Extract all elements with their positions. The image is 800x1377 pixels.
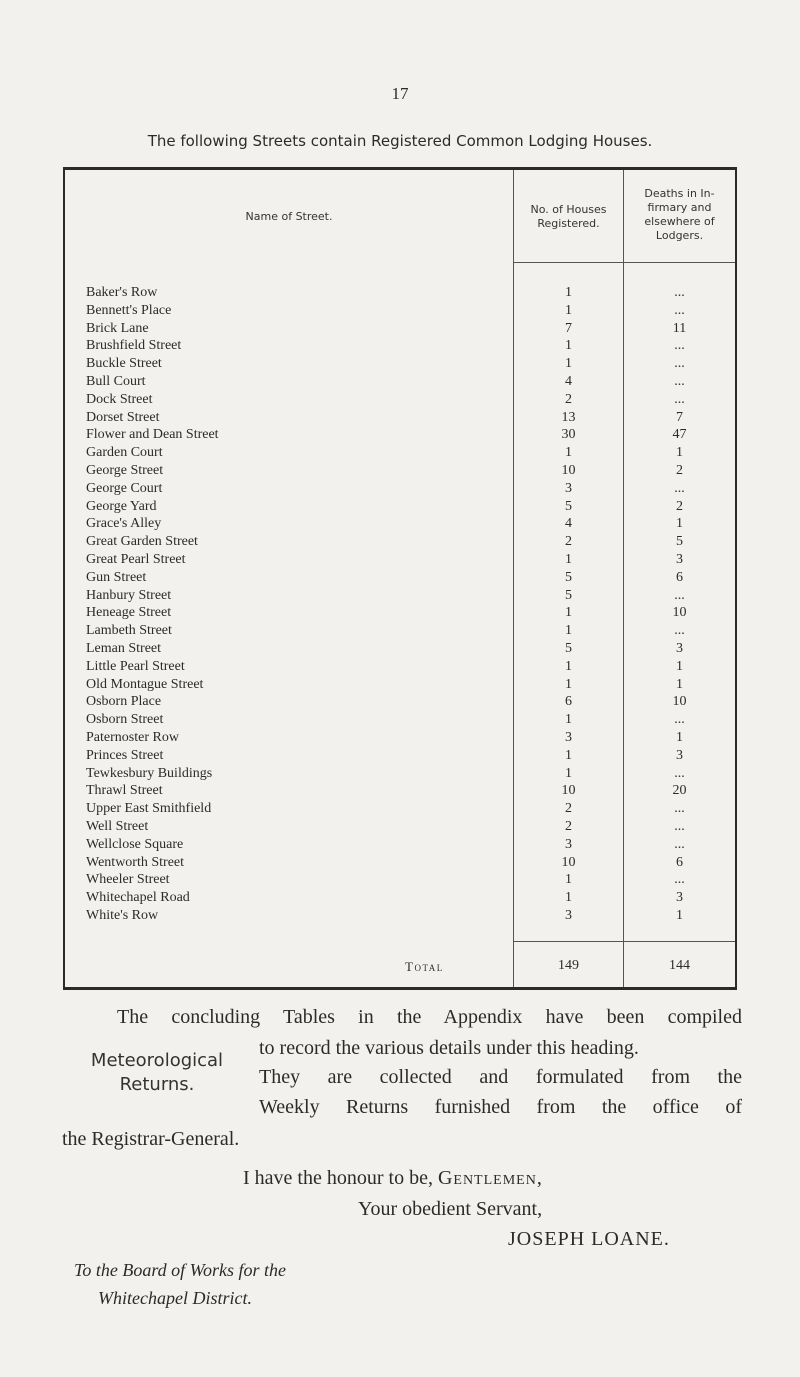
table-row bbox=[65, 302, 735, 320]
deaths-count: 1 bbox=[676, 658, 683, 674]
deaths-count: 10 bbox=[672, 605, 687, 621]
deaths-count: ... bbox=[674, 801, 685, 817]
houses-registered: 6 bbox=[565, 694, 572, 710]
houses-registered: 3 bbox=[565, 907, 572, 923]
street-name: George Yard bbox=[86, 498, 157, 514]
houses-registered: 1 bbox=[565, 623, 572, 639]
table-row bbox=[65, 533, 735, 551]
header-rule bbox=[513, 262, 735, 263]
table-row bbox=[65, 391, 735, 409]
deaths-count: ... bbox=[674, 480, 685, 496]
paragraph-line-3: They are collected and formulated from the bbox=[259, 1066, 742, 1088]
lodging-houses-table bbox=[63, 167, 737, 990]
street-name: White's Row bbox=[86, 907, 159, 923]
table-row bbox=[65, 782, 735, 800]
table-row bbox=[65, 693, 735, 711]
page-number: 17 bbox=[391, 84, 409, 103]
deaths-count: ... bbox=[674, 285, 685, 300]
street-name: Whitechapel Road bbox=[86, 890, 190, 906]
houses-registered: 2 bbox=[565, 818, 572, 834]
deaths-count: 1 bbox=[676, 729, 683, 745]
street-name: Bennett's Place bbox=[86, 302, 172, 318]
houses-registered: 2 bbox=[565, 801, 572, 817]
street-name: Baker's Row bbox=[86, 285, 158, 300]
table-row bbox=[65, 622, 735, 640]
table-row bbox=[65, 498, 735, 516]
street-name: Osborn Place bbox=[86, 694, 162, 710]
houses-registered: 1 bbox=[565, 890, 572, 906]
table-row bbox=[65, 426, 735, 444]
heading-line-2: Returns. bbox=[119, 1074, 195, 1095]
table-row bbox=[65, 854, 735, 872]
table-row bbox=[65, 320, 735, 338]
table-row bbox=[65, 765, 735, 783]
houses-registered: 5 bbox=[565, 587, 572, 603]
table-row bbox=[65, 355, 735, 373]
houses-registered: 1 bbox=[565, 747, 572, 763]
deaths-count: 6 bbox=[676, 569, 683, 585]
deaths-count: ... bbox=[674, 623, 685, 639]
street-name: Osborn Street bbox=[86, 712, 164, 728]
houses-registered: 30 bbox=[561, 427, 576, 443]
street-name: Great Pearl Street bbox=[86, 551, 186, 567]
street-name: Old Montague Street bbox=[86, 676, 204, 692]
street-name: Grace's Alley bbox=[86, 516, 162, 532]
deaths-count: 1 bbox=[676, 516, 683, 532]
table-row bbox=[65, 640, 735, 658]
street-name: Wheeler Street bbox=[86, 872, 170, 888]
deaths-count: 2 bbox=[676, 462, 683, 478]
deaths-count: ... bbox=[674, 712, 685, 728]
houses-registered: 4 bbox=[565, 516, 572, 532]
street-name: Flower and Dean Street bbox=[86, 427, 219, 443]
table-row bbox=[65, 373, 735, 391]
houses-registered: 1 bbox=[565, 605, 572, 621]
deaths-count: ... bbox=[674, 872, 685, 888]
meteorological-returns-heading bbox=[62, 1049, 252, 1097]
deaths-count: 47 bbox=[672, 427, 687, 443]
street-name: Wellclose Square bbox=[86, 836, 184, 852]
street-name: George Street bbox=[86, 462, 164, 478]
street-name: Hanbury Street bbox=[86, 587, 172, 603]
table-row bbox=[65, 800, 735, 818]
table-row bbox=[65, 515, 735, 533]
table-row bbox=[65, 551, 735, 569]
houses-registered: 1 bbox=[565, 302, 572, 318]
street-name: Brick Lane bbox=[86, 320, 149, 336]
houses-registered: 1 bbox=[565, 338, 572, 354]
table-row bbox=[65, 284, 735, 302]
houses-registered: 1 bbox=[565, 285, 572, 300]
street-name: Leman Street bbox=[86, 640, 162, 656]
table-row bbox=[65, 587, 735, 605]
total-label: Total bbox=[405, 959, 444, 974]
paragraph-line-2: to record the various details under this heading. bbox=[259, 1037, 639, 1059]
street-name: Thrawl Street bbox=[86, 783, 163, 799]
houses-registered: 5 bbox=[565, 498, 572, 514]
houses-registered: 3 bbox=[565, 729, 572, 745]
heading-line-1: Meteorological bbox=[90, 1050, 224, 1071]
houses-registered: 1 bbox=[565, 676, 572, 692]
deaths-count: 6 bbox=[676, 854, 683, 870]
street-name: Lambeth Street bbox=[86, 623, 172, 639]
header-street-name: Name of Street. bbox=[245, 210, 333, 223]
street-name: Garden Court bbox=[86, 445, 163, 461]
deaths-count: 11 bbox=[672, 320, 687, 336]
intro-text: The following Streets contain Registered Common Lodging Houses. bbox=[147, 132, 653, 150]
table-row bbox=[65, 907, 735, 925]
deaths-count: ... bbox=[674, 836, 685, 852]
table-row bbox=[65, 836, 735, 854]
table-row bbox=[65, 604, 735, 622]
address-block bbox=[74, 1256, 286, 1312]
street-name: Well Street bbox=[86, 818, 149, 834]
houses-registered: 1 bbox=[565, 712, 572, 728]
street-name: Dorset Street bbox=[86, 409, 160, 425]
deaths-count: 1 bbox=[676, 676, 683, 692]
houses-registered: 1 bbox=[565, 551, 572, 567]
deaths-count: 3 bbox=[676, 747, 683, 763]
table-row bbox=[65, 409, 735, 427]
table-row bbox=[65, 711, 735, 729]
table-row bbox=[65, 337, 735, 355]
closing-line bbox=[243, 1167, 543, 1190]
deaths-count: ... bbox=[674, 302, 685, 318]
deaths-count: ... bbox=[674, 338, 685, 354]
table-row bbox=[65, 676, 735, 694]
table-row bbox=[65, 480, 735, 498]
table-row bbox=[65, 462, 735, 480]
deaths-count: 7 bbox=[676, 409, 683, 425]
deaths-count: 1 bbox=[676, 445, 683, 461]
street-name: Upper East Smithfield bbox=[86, 801, 212, 817]
deaths-count: ... bbox=[674, 587, 685, 603]
street-name: Tewkesbury Buildings bbox=[86, 765, 213, 781]
houses-registered: 1 bbox=[565, 445, 572, 461]
deaths-count: 3 bbox=[676, 551, 683, 567]
street-name: Wentworth Street bbox=[86, 854, 185, 870]
houses-registered: 3 bbox=[565, 480, 572, 496]
street-name: Little Pearl Street bbox=[86, 658, 185, 674]
houses-registered: 10 bbox=[561, 462, 576, 478]
deaths-count: 3 bbox=[676, 640, 683, 656]
closing-addressee: Gentlemen, bbox=[437, 1167, 543, 1189]
houses-registered: 13 bbox=[561, 409, 576, 425]
houses-registered: 1 bbox=[565, 356, 572, 372]
houses-registered: 1 bbox=[565, 765, 572, 781]
street-name: Princes Street bbox=[86, 747, 164, 763]
paragraph-line-4: Weekly Returns furnished from the office of bbox=[259, 1096, 742, 1118]
table-row bbox=[65, 889, 735, 907]
paragraph-line-1: The concluding Tables in the Appendix have been compiled bbox=[117, 1006, 742, 1028]
street-name: Heneage Street bbox=[86, 605, 172, 621]
total-deaths: 144 bbox=[669, 958, 690, 973]
table-row bbox=[65, 747, 735, 765]
houses-registered: 5 bbox=[565, 569, 572, 585]
table-row bbox=[65, 818, 735, 836]
deaths-count: ... bbox=[674, 373, 685, 389]
table-row bbox=[65, 569, 735, 587]
street-name: Paternoster Row bbox=[86, 729, 179, 745]
table-row bbox=[65, 871, 735, 889]
closing-prefix: I have the honour to be, bbox=[243, 1167, 433, 1189]
table-row bbox=[65, 658, 735, 676]
houses-registered: 10 bbox=[561, 854, 576, 870]
deaths-count: 3 bbox=[676, 890, 683, 906]
total-rule bbox=[513, 941, 735, 942]
deaths-count: 10 bbox=[672, 694, 687, 710]
houses-registered: 2 bbox=[565, 534, 572, 550]
deaths-count: ... bbox=[674, 391, 685, 407]
street-name: Dock Street bbox=[86, 391, 153, 407]
deaths-count: ... bbox=[674, 818, 685, 834]
houses-registered: 5 bbox=[565, 640, 572, 656]
street-name: Brushfield Street bbox=[86, 338, 182, 354]
table-row bbox=[65, 729, 735, 747]
deaths-count: 1 bbox=[676, 907, 683, 923]
street-name: Buckle Street bbox=[86, 356, 162, 372]
houses-registered: 4 bbox=[565, 373, 572, 389]
houses-registered: 10 bbox=[561, 783, 576, 799]
paragraph-line-5: the Registrar-General. bbox=[62, 1128, 240, 1150]
houses-registered: 1 bbox=[565, 658, 572, 674]
signature: JOSEPH LOANE. bbox=[508, 1228, 670, 1250]
deaths-count: ... bbox=[674, 356, 685, 372]
street-name: Gun Street bbox=[86, 569, 147, 585]
closing-servant: Your obedient Servant, bbox=[358, 1198, 543, 1220]
deaths-count: ... bbox=[674, 765, 685, 781]
deaths-count: 2 bbox=[676, 498, 683, 514]
houses-registered: 3 bbox=[565, 836, 572, 852]
address-line-2: Whitechapel District. bbox=[98, 1288, 252, 1308]
street-name: Great Garden Street bbox=[86, 534, 198, 550]
total-houses: 149 bbox=[558, 958, 579, 973]
street-name: Bull Court bbox=[86, 373, 146, 389]
houses-registered: 2 bbox=[565, 391, 572, 407]
header-houses-registered: No. of Houses Registered. bbox=[530, 203, 607, 230]
header-deaths: Deaths in In- firmary and elsewhere of Lodgers. bbox=[644, 187, 715, 242]
houses-registered: 1 bbox=[565, 872, 572, 888]
address-line-1: To the Board of Works for the bbox=[74, 1260, 287, 1280]
street-name: George Court bbox=[86, 480, 163, 496]
houses-registered: 7 bbox=[565, 320, 572, 336]
table-body bbox=[65, 284, 735, 925]
deaths-count: 20 bbox=[672, 783, 687, 799]
table-row bbox=[65, 444, 735, 462]
deaths-count: 5 bbox=[676, 534, 683, 550]
